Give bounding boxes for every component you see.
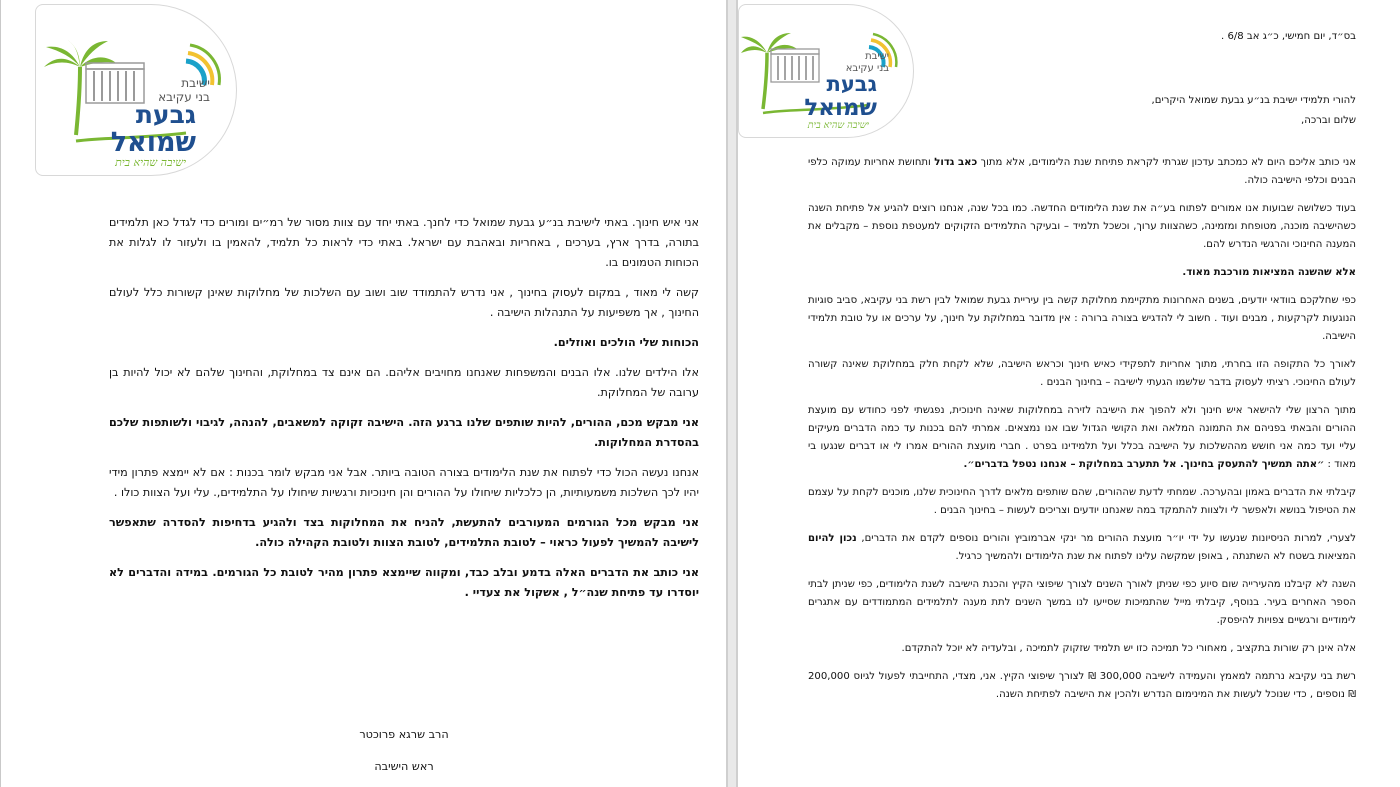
paragraph: אני מבקש מכל הגורמים המעורבים להתעשת, להניח את המחלוקות בצד ולהגיע בדחיפות להסדרה שתאפשר לישיבה להמשיך לפעול כראוי – לטובת התלמידים, לטובת הצוות ולטובת הקהילה כולה. xyxy=(109,516,699,549)
paragraph: קשה לי מאוד , במקום לעסוק בחינוך , אני נדרש להתמודד שוב ושוב עם השלכות של מחלוקות שאינן קשורות כלל לעולם החינוך , אך משפיעות על התנהלות הישיבה . xyxy=(109,286,699,319)
paragraph xyxy=(808,154,1356,190)
paragraph: השנה לא קיבלנו מהעירייה שום סיוע כפי שניתן לאורך השנים לצורך שיפוצי הקיץ והכנת הישיבה לשנת הלימודים, כפי שניתן לבתי הספר האחרים בעיר. בנוסף, קיבלתי מייל שהתמיכות שסייעו לנו במשך השנים לתת מענה לתלמידים המתמודדים עם אתגרים לימודיים ורגשיים צפויות להיפסק. xyxy=(808,579,1356,626)
palm-tree-icon xyxy=(44,39,116,135)
paragraph: אלא שהשנה המציאות מורכבת מאוד. xyxy=(1182,267,1356,278)
signature-name: הרב שרגא פרוכטר xyxy=(359,728,449,741)
paragraph: לאורך כל התקופה הזו בחרתי, מתוך אחריות לתפקידי כאיש חינוך וכראש הישיבה, שלא לקחת חלק במחלוקת שאינה קשורה לעולם החינוכי. רציתי לעסוק בדבר שלשמו הגעתי לישיבה – בחינוך הבנים . xyxy=(808,359,1356,388)
paragraph xyxy=(808,530,1356,566)
paragraph-text: ותחושת אחריות עמוקה כלפי הבנים וכלפי הישיבה כולה. xyxy=(808,157,1356,186)
paragraph: אני כותב את הדברים האלה בדמע ובלב כבד, ומקווה שיימצא פתרון מהיר לטובת כל הגורמים. במידה והדברים לא יוסדרו עד פתיחת שנה״ל , אשקול את צעדיי . xyxy=(109,566,699,599)
paragraph: אני איש חינוך. באתי לישיבת בנ״ע גבעת שמואל כדי לחנך. באתי יחד עם צוות מסור של רמ״ים ומורים כדי לגדל כאן תלמידים בתורה, בדרך ארץ, בערכים , באחריות ובאהבת עם ישראל. באתי כדי לראות כל תלמיד, להאמין בו ולעזור לו לגלות את הכוחות הטמונים בו. xyxy=(109,216,699,269)
paragraph-text: לצערי, למרות הניסיונות שנעשו על ידי יו״ר מועצת ההורים מר ינקי אברמוביץ והורים נוספים לקדם את הדברים, xyxy=(856,533,1356,544)
signature-title: ראש הישיבה xyxy=(374,760,434,773)
letter-greeting: שלום וברכה, xyxy=(1301,115,1356,126)
logo-slogan: ישיבה שהיא בית xyxy=(115,156,186,169)
paragraph: רשת בני עקיבא נרתמה למאמץ והעמידה לישיבה 300,000 ₪ לצורך שיפוצי הקיץ. אני, מצדי, התחייבתי לפעול לגיוס 200,000 ₪ נוספים , כדי שנוכל לעשות את המינימום הנדרש ולהכין את הישיבה לפתיחת השנה. xyxy=(808,671,1356,700)
logo-slogan: ישיבה שהיא בית xyxy=(807,120,869,131)
paragraph-bold-text: ״אתה תמשיך להתעסק בחינוך. אל תתערב במחלוקת – אנחנו נטפל בדברים״. xyxy=(963,459,1325,470)
paragraph: קיבלתי את הדברים באמון ובהערכה. שמחתי לדעת שההורים, שהם שותפים מלאים לדרך החינוכית שלנו, מוכנים לקחת על עצמם את הטיפול בנושא ולאפשר לי ולצוות להתמקד במה שאנחנו יודעים וצריכים לעשות – בחינוך הבנים . xyxy=(808,487,1356,516)
paragraph: אלו הילדים שלנו. אלו הבנים והמשפחות שאנחנו מחויבים אליהם. הם אינם צד במחלוקת, והחינוך שלהם לא יכול להיות בן ערובה של המחלוקת. xyxy=(109,366,699,399)
logo-line2: בני עקיבא xyxy=(845,63,889,74)
logo-line2: בני עקיבא xyxy=(158,90,210,104)
logo-line4: שמואל xyxy=(110,127,196,158)
logo-line3: גבעת xyxy=(826,72,877,96)
page-gap xyxy=(728,0,736,787)
paragraph-bold-text: כאב גדול xyxy=(934,157,978,168)
paragraph xyxy=(808,402,1356,474)
logo-line1: ישיבת xyxy=(865,51,889,62)
paragraph-text: המציאות בשטח לא השתנתה , באופן שמקשה עלינו לפתוח את שנת הלימודים ולהמשיך כרגיל. xyxy=(955,551,1356,562)
paragraph: הכוחות שלי הולכים ואוזלים. xyxy=(553,336,699,349)
paragraph-text: אני כותב אליכם היום לא כמכתב עדכון שגרתי לקראת פתיחת שנת הלימודים, אלא מתוך xyxy=(977,157,1356,168)
yeshiva-logo xyxy=(35,4,237,176)
paragraph-bold-text: נכון להיום xyxy=(808,533,857,544)
logo-line1: ישיבת xyxy=(181,76,210,90)
paragraph: אני מבקש מכם, ההורים, להיות שותפים שלנו ברגע הזה. הישיבה זקוקה למשאבים, להנהה, לגיבוי ולשותפות שלכם בהסדרת המחלוקות. xyxy=(109,416,699,449)
building-icon xyxy=(86,63,144,103)
letter-page-right xyxy=(736,0,1400,787)
letter-body-right xyxy=(808,28,1356,714)
letter-body-left xyxy=(109,213,699,613)
paragraph: כפי שחלקכם בוודאי יודעים, בשנים האחרונות מתקיימת מחלוקת קשה בין עיריית גבעת שמואל לבין רשת בני עקיבא, סביב סוגיות הנוגעות לקרקעות , מבנים ועוד . חשוב לי להדגיש בצורה ברורה : אין מדובר במחלוקת על חינוך, על ערכים או על טובת תלמידי הישיבה. xyxy=(808,295,1356,342)
paragraph: אנחנו נעשה הכול כדי לפתוח את שנת הלימודים בצורה הטובה ביותר. אבל אני מבקש לומר בכנות : אם לא יימצא פתרון מידי יהיו לכך השלכות משמעותיות, הן כלכליות שיחולו על ההורים והן חינוכיות ורגשיות שיחולו על התלמידים,. עלי ועל הצוות כולו . xyxy=(109,466,699,499)
paragraph-text: מתוך הרצון שלי להישאר איש חינוך ולא להפוך את הישיבה לזירה במחלוקות שאינה חינוכית, נפגשתי לפני כחודש עם מועצת ההורים והבאתי בפניהם את התמונה המלאה ואת הקושי הגדול שבו אנו נמצאים. אמרתי להם בכנות עד כמה הדברים מעיקים עליי ועד כמה אני חושש מההשלכות על הישיבה בכלל ועל תלמידינו בפרט . חברי מועצת ההורים אמרו לי או דברים שנגעו בי מאוד : xyxy=(808,405,1356,470)
logo-line3: גבעת xyxy=(135,100,196,129)
palm-tree-icon xyxy=(741,33,797,109)
paragraph: אלה אינן רק שורות בתקציב , מאחורי כל תמיכה כזו יש תלמיד שזקוק לתמיכה , ובלעדיה לא יוכל להתקדם. xyxy=(901,643,1356,654)
logo-line4: שמואל xyxy=(804,95,877,121)
letter-date: בס״ד, יום חמישי, כ״ג אב 6/8 . xyxy=(1221,31,1356,42)
letter-recipient: להורי תלמידי ישיבת בנ״ע גבעת שמואל היקרים, xyxy=(1151,95,1356,106)
paragraph: בעוד כשלושה שבועות אנו אמורים לפתוח בע״ה את שנת הלימודים החדשה. כמו בכל שנה, אנחנו רוצים להגיע אל פתיחת השנה כשהישיבה מוכנה, מטופחת ומזמינה, כשהצוות ערוך, וכשכל תלמיד – ובעיקר התלמידים הזקוקים למעטפת נוספת – מקבלים את המענה החינוכי והרגשי הנדרש להם. xyxy=(808,203,1356,250)
